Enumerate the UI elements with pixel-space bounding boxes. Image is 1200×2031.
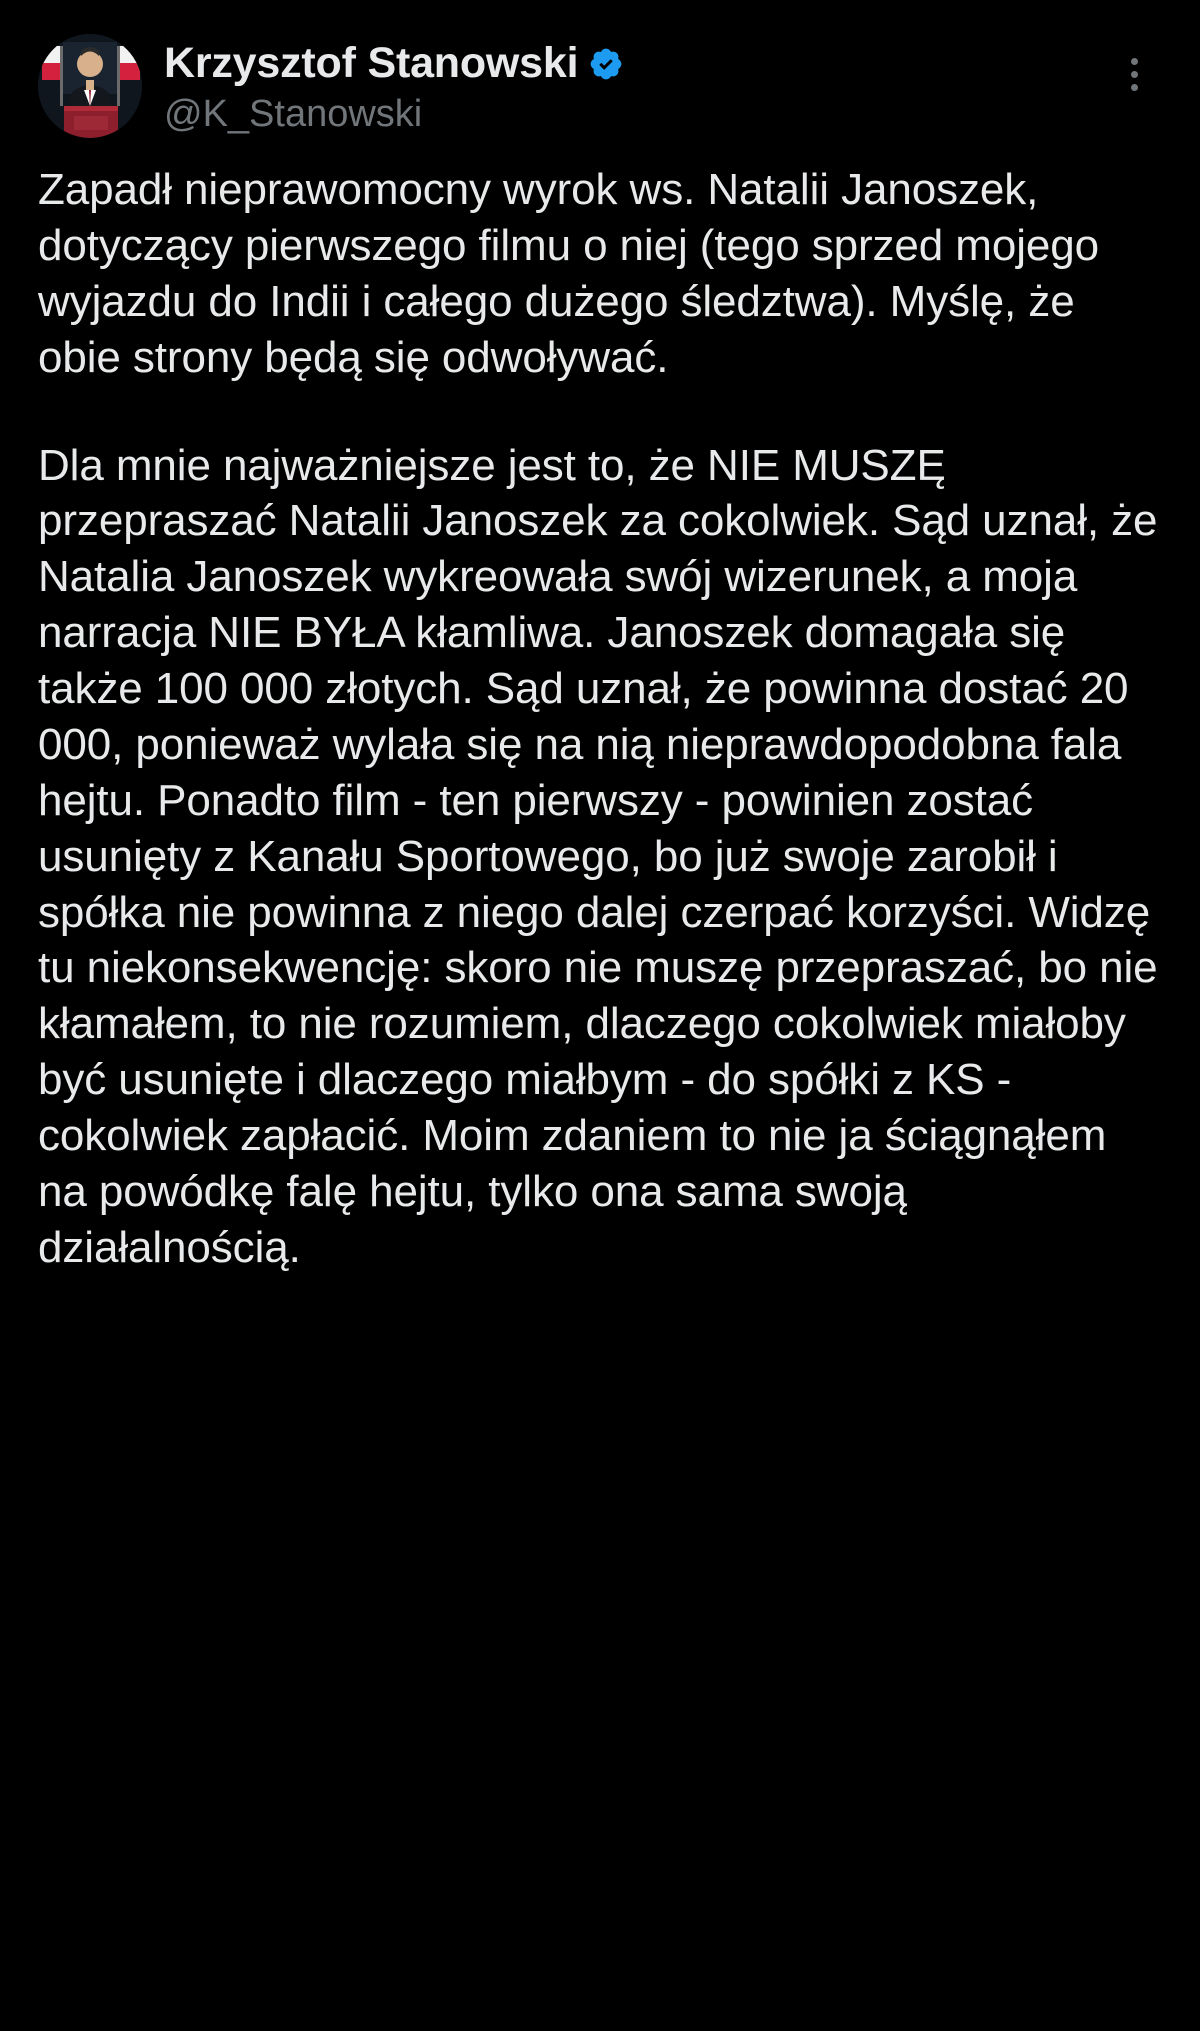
- author-display-name[interactable]: Krzysztof Stanowski: [164, 39, 579, 87]
- verified-badge-icon: [588, 46, 624, 82]
- author-handle[interactable]: @K_Stanowski: [164, 93, 423, 136]
- avatar[interactable]: [38, 34, 142, 138]
- author-name-row: [164, 40, 624, 87]
- tweet-text: [38, 162, 1170, 1276]
- tweet-paragraph-1: Zapadł nieprawomocny wyrok ws. Natalii Janoszek, dotyczący pierwszego filmu o niej (tego sprzed mojego wyjazdu do Indii i całego dużego śledztwa). Myślę, że obie strony będą się odwoływać.: [38, 165, 1112, 382]
- tweet-paragraph-2: Dla mnie najważniejsze jest to, że NIE MUSZĘ przepraszać Natalii Janoszek za cokolwiek. Sąd uznał, że Natalia Janoszek wykreowała swój wizerunek, a moja narracja NIE BYŁA kłamliwa. Janoszek domagała się także 100 000 złotych. Sąd uznał, że powinna dostać 20 000, ponieważ wylała się na nią nieprawdopodobna fala hejtu. Ponadto film - ten pierwszy - powinien zostać usunięty z Kanału Sportowego, bo już swoje zarobił i spółka nie powinna z niego dalej czerpać korzyści. Widzę tu niekonsekwencję: skoro nie muszę przepraszać, bo nie kłamałem, to nie rozumiem, dlaczego cokolwiek miałoby być usunięte i dlaczego miałbym - do spółki z KS - cokolwiek zapłacić. Moim zdaniem to nie ja ściągnąłem na powódkę falę hejtu, tylko ona sama swoją działalnością.: [38, 440, 1170, 1272]
- paragraph-spacer: [38, 386, 1162, 438]
- author-identity: [164, 34, 624, 137]
- tweet-header: [38, 34, 1162, 138]
- more-options-icon[interactable]: [1112, 52, 1156, 96]
